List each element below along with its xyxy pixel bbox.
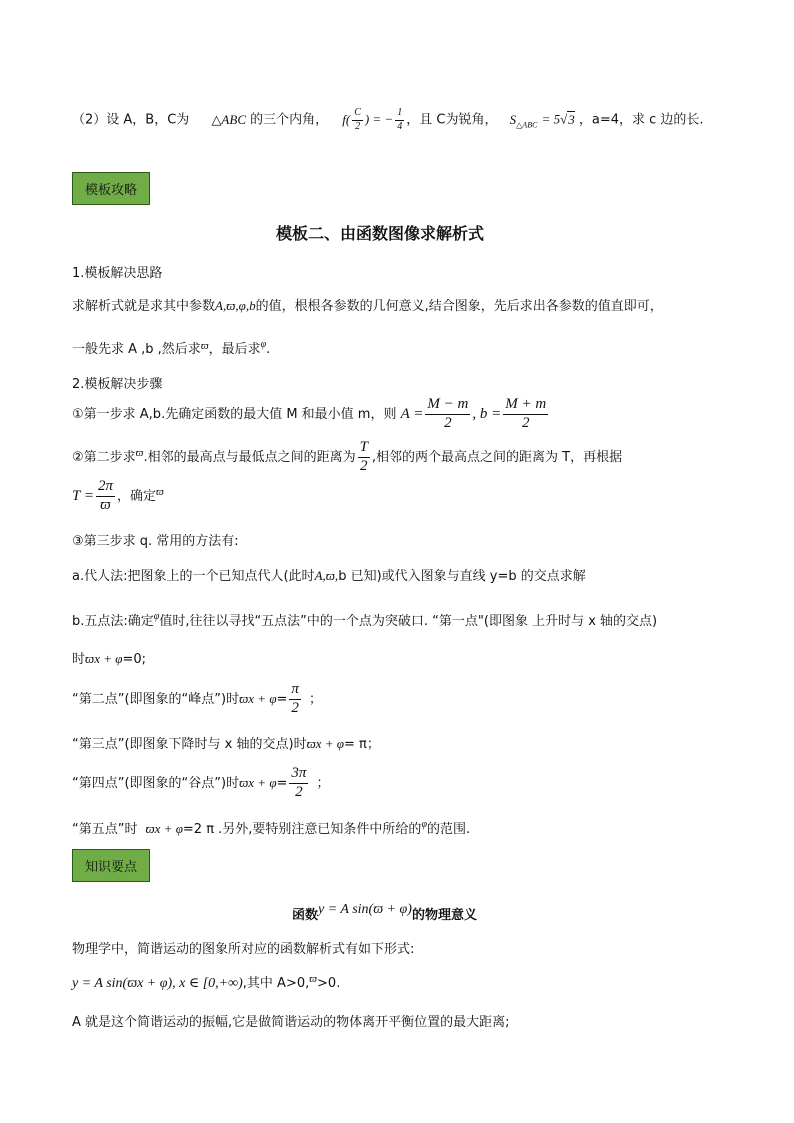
q2-suffix: ，a=4，求 c 边的长. bbox=[578, 112, 704, 128]
step3: ③第三步求 q. 常用的方法有: bbox=[72, 534, 239, 549]
area-value: = 5√3 bbox=[541, 111, 575, 127]
f-expr: f( bbox=[342, 111, 351, 127]
physics-heading: 函数y = A sin(ϖ + φ)的物理意义 bbox=[292, 902, 477, 923]
method-b: b.五点法:确定$^\varphi$值时,往往以寻找“五点法”中的一个点为突破口. “第一点"(即图象 上升时与 x 轴的交点) bbox=[72, 611, 658, 629]
point-4: “第四点”(即图象的“谷点”)时ϖx + φ= $\frac{3\pi}{2}$ ； bbox=[72, 765, 330, 800]
point-3: “第三点”(即图象下降时与 x 轴的交点)时ϖx + φ= π； bbox=[72, 736, 380, 752]
physics-line-2: y = A sin(ϖx + φ), x ∈ [0,+∞),其中 A>0,$^ϖ$>0. bbox=[72, 973, 341, 991]
b-fraction: $\frac{M + m}{2}$ bbox=[505, 396, 547, 431]
pi-half-fraction: $\frac{\pi}{2}$ bbox=[291, 681, 299, 716]
three-pi-half-fraction: $\frac{3\pi}{2}$ bbox=[291, 765, 307, 800]
key-points-box bbox=[72, 849, 150, 882]
triangle-abc: △ABC bbox=[211, 111, 246, 127]
area-symbol: $S_{\triangle ABC}$ bbox=[509, 111, 538, 130]
one-quarter: $\frac{1}{4}$ bbox=[397, 107, 403, 132]
para1: 求解析式就是求其中参数A,ϖ,φ,b的值，根根各参数的几何意义,结合图象，先后求出各参数的值直即可， bbox=[72, 298, 663, 314]
q2-mid1: 的三个内角， bbox=[250, 112, 329, 128]
section-heading: 模板二、由函数图像求解析式 bbox=[276, 224, 485, 243]
physics-line-1: 物理学中，简谐运动的图象所对应的函数解析式有如下形式: bbox=[72, 942, 415, 957]
step1: ①第一步求 A,b.先确定函数的最大值 M 和最小值 m，则 A = $\frac{M - m}{2}$ , b = $\frac{M + m}{2}$ bbox=[72, 396, 547, 431]
template-strategy-label: 模板攻略 bbox=[84, 183, 137, 198]
a-fraction: $\frac{M - m}{2}$ bbox=[427, 396, 469, 431]
point-5: “第五点”时 ϖx + φ=2 π .另外,要特别注意已知条件中所给的$^\varphi$的范围. bbox=[72, 819, 471, 837]
method-a: a.代人法:把图象上的一个已知点代人(此时A,ϖ,b 已知)或代入图象与直线 y=b 的交点求解 bbox=[72, 568, 586, 584]
question-2-line bbox=[72, 108, 704, 132]
q2-prefix: （2）设 A，B，C为 bbox=[72, 112, 190, 128]
step2b: T = $\frac{2\pi}{ϖ}$ ，确定$^ϖ$ bbox=[72, 478, 164, 513]
method-b-2: 时ϖx + φ=0; bbox=[72, 651, 146, 667]
f-close: ) = − bbox=[364, 111, 394, 127]
point-2: “第二点”(即图象的“峰点”)时ϖx + φ= $\frac{\pi}{2}$ ； bbox=[72, 681, 322, 716]
template-strategy-box bbox=[72, 172, 150, 205]
t-half-fraction: $\frac{T}{2}$ bbox=[359, 439, 368, 474]
sec1-title: 1.模板解决思路 bbox=[72, 266, 163, 281]
period-fraction: $\frac{2\pi}{ϖ}$ bbox=[97, 478, 113, 513]
physics-line-3: A 就是这个简谐运动的振幅,它是做简谐运动的物体离开平衡位置的最大距离; bbox=[72, 1015, 510, 1030]
para1b: 一般先求 A ,b ,然后求$^ϖ$，最后求$^\varphi$. bbox=[72, 339, 271, 357]
c-over-2: $\frac{C}{2}$ bbox=[354, 107, 361, 132]
sec2-title: 2.模板解决步骤 bbox=[72, 377, 163, 392]
step2: ②第二步求$^ϖ$.相邻的最高点与最低点之间的距离为 $\frac{T}{2}$ ,相邻的两个最高点之间的距离为 T，再根据 bbox=[72, 439, 623, 474]
key-points-label: 知识要点 bbox=[84, 860, 137, 875]
q2-mid2: ，且 C为锐角， bbox=[406, 112, 498, 128]
